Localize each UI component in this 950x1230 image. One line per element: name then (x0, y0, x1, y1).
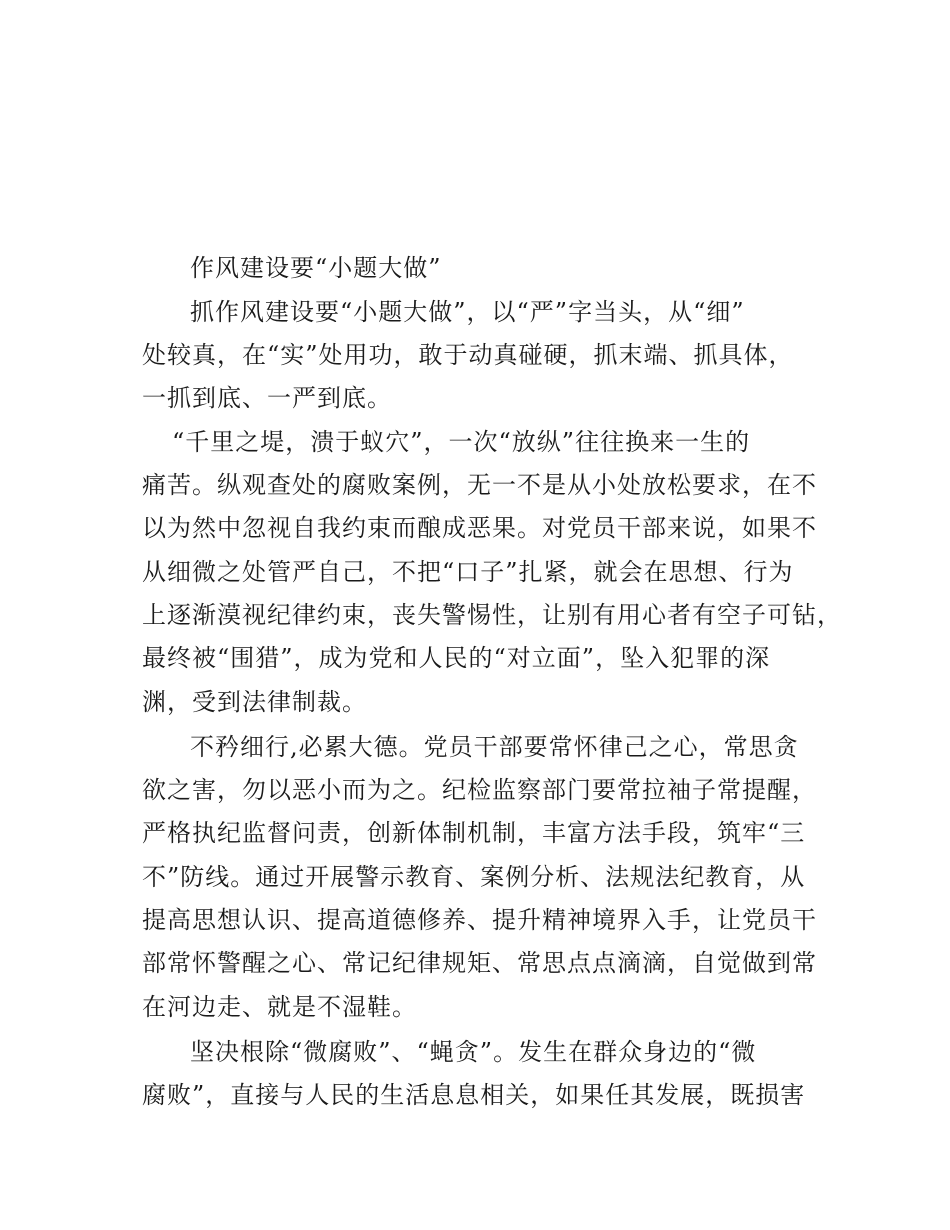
paragraph-3-line-1: 不矜细行,必累大德。党员干部要常怀律己之心，常思贪 (190, 733, 799, 761)
paragraph-3-line-2: 欲之害，勿以恶小而为之。纪检监察部门要常拉袖子常提醒， (142, 776, 817, 804)
paragraph-2-line-1: “千里之堤，溃于蚁穴”，一次“放纵”往往换来一生的 (172, 428, 751, 456)
paragraph-3-line-6: 部常怀警醒之心、常记纪律规矩、常思点点滴滴，自觉做到常 (142, 949, 817, 977)
paragraph-2-line-7: 渊，受到法律制裁。 (142, 688, 367, 716)
paragraph-1-line-3: 一抓到底、一严到底。 (142, 384, 392, 412)
paragraph-3-line-7: 在河边走、就是不湿鞋。 (142, 993, 417, 1021)
paragraph-4-line-1: 坚决根除“微腐败”、“蝇贪”。发生在群众身边的“微 (190, 1038, 757, 1066)
paragraph-3-line-4: 不”防线。通过开展警示教育、案例分析、法规法纪教育，从 (142, 863, 806, 891)
paragraph-1-line-2: 处较真，在“实”处用功，敢于动真碰硬，抓末端、抓具体， (142, 341, 794, 369)
document-title: 作风建设要“小题大做” (190, 254, 442, 282)
paragraph-2-line-5: 上逐渐漠视纪律约束，丧失警惕性，让别有用心者有空子可钻， (142, 601, 842, 629)
paragraph-2-line-4: 从细微之处管严自己，不把“口子”扎紧，就会在思想、行为 (142, 558, 794, 586)
paragraph-2-line-3: 以为然中忽视自我约束而酿成恶果。对党员干部来说，如果不 (142, 514, 817, 542)
paragraph-2-line-6: 最终被“围猎”，成为党和人民的“对立面”，坠入犯罪的深 (142, 644, 771, 672)
paragraph-4-line-2: 腐败”，直接与人民的生活息息相关，如果任其发展，既损害 (142, 1081, 806, 1109)
paragraph-3-line-5: 提高思想认识、提高道德修养、提升精神境界入手，让党员干 (142, 906, 817, 934)
paragraph-1-line-1: 抓作风建设要“小题大做”，以“严”字当头，从“细” (190, 298, 745, 326)
paragraph-2-line-2: 痛苦。纵观查处的腐败案例，无一不是从小处放松要求，在不 (142, 471, 817, 499)
paragraph-3-line-3: 严格执纪监督问责，创新体制机制，丰富方法手段，筑牢“三 (142, 819, 806, 847)
